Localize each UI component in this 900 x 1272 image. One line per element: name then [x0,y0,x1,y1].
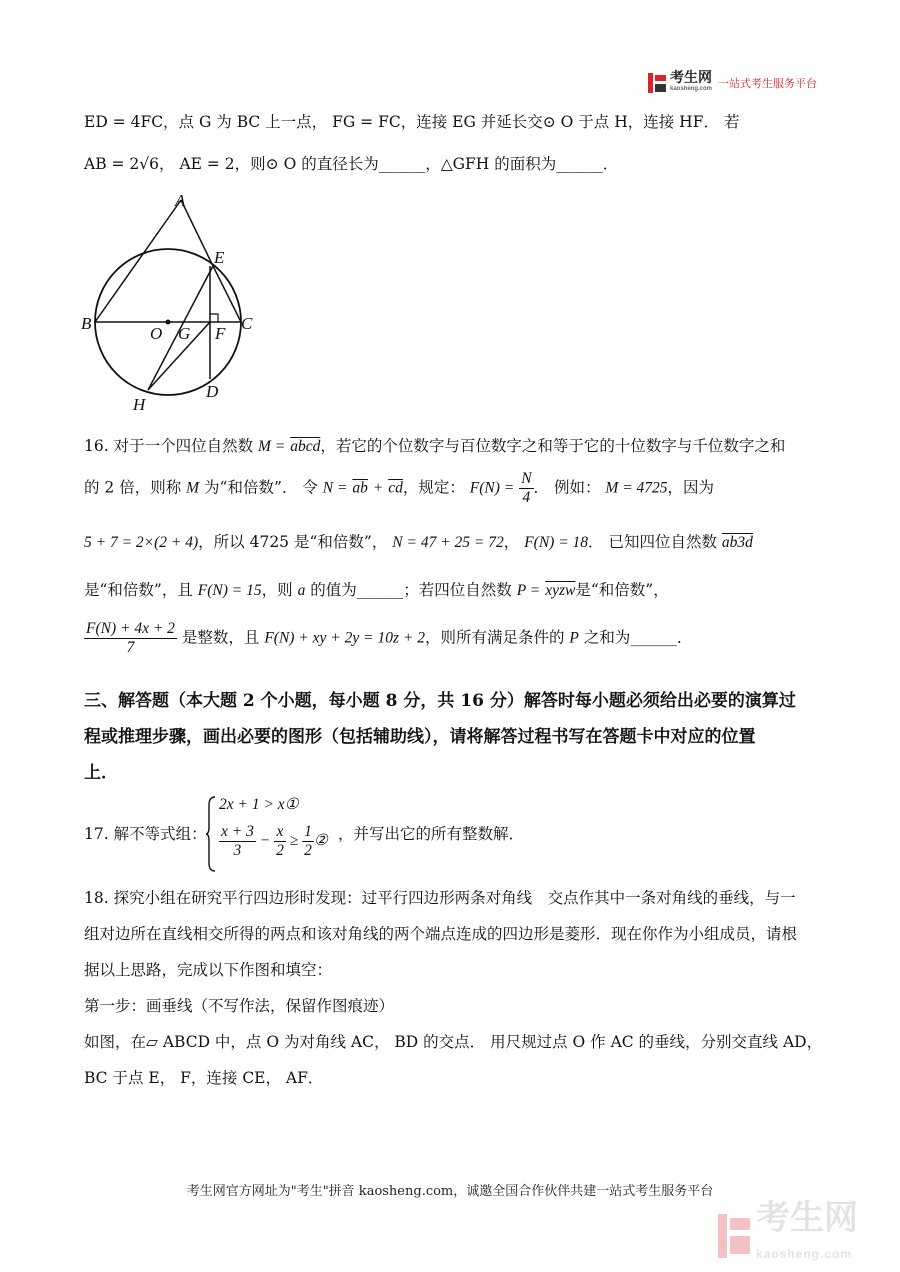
q16-line5: $\frac{F(N) + 4x + 2}{7}$ 是整数，且 F(N) + xy + 2y = 10z + 2，则所有满足条件的 P 之和为______． [86,620,693,656]
q16-line3: 5 + 7 = 2×(2 + 4)，所以 4725 是“和倍数”， N = 47 + 25 = 72， F(N) = 18． 已知四位自然数 ab3d [84,533,753,551]
label-h: H [133,395,146,414]
center-dot [166,320,171,325]
header-slogan: 一站式考生服务平台 [718,78,818,90]
kaosheng-logo-icon [648,73,666,93]
q15-geometry-figure [78,186,268,416]
header-logo [648,70,817,96]
q16-line2: 的 2 倍，则称 M 为“和倍数”． 令 $N = \overline{ab} + \overline{cd}$，规定： F(N) = $\frac{N}{4}$ ． 例如： M = 4725，因为 [84,470,715,506]
q18-line5: 如图，在▱ ABCD 中，点 O 为对角线 AC， BD 的交点． 用尺规过点 O 作 AC 的垂线，分别交直线 AD， [84,1033,823,1051]
watermark-logo-icon [718,1214,750,1258]
label-f: F [215,324,226,343]
label-o: O [150,324,163,343]
fraction-fn-expression: $\frac{F(N) + 4x + 2}{7}$ [86,620,175,656]
q17-tail: ，并写出它的所有整数解． [338,825,525,843]
label-d: D [206,382,219,401]
section3-heading-line1: 三、解答题（本大题 2 个小题，每小题 8 分，共 16 分）解答时每小题必须给出必要的演算过 [84,691,796,711]
q15-line1: ED = 4FC，点 G 为 BC 上一点， FG = FC，连接 EG 并延长交⊙ O 于点 H，连接 HF． 若 [84,113,740,131]
q18-line4: 第一步：画垂线（不写作法，保留作图痕迹） [84,997,395,1015]
q16-line4: 是“和倍数”，且 F(N) = 15，则 a 的值为______；若四位自然数 P = xyzw是“和倍数”， [84,581,669,599]
q15-line2: AB = 2√6， AE = 2，则⊙ O 的直径长为______，△GFH 的面积为______． [84,155,619,173]
q18-line1: 18. 探究小组在研究平行四边形时发现：过平行四边形两条对角线 交点作其中一条对角线的垂线，与一 [84,889,796,907]
left-brace-icon [205,795,217,873]
section3-heading-line3: 上． [84,763,118,783]
label-c: C [241,314,253,333]
label-b: B [81,314,92,333]
q17-label: 17. 解不等式组： [84,825,207,843]
label-a: A [175,191,186,210]
logo-name: 考生网 kaosheng.com [670,69,713,92]
fraction-n-over-4: $\frac{N}{4}$ [521,470,532,506]
q18-line6: BC 于点 E， F，连接 CE， AF． [84,1069,324,1087]
q17-eq2: $\frac{x + 3}{3}$ − $\frac{x}{2}$ ≥ $\frac{1}{2}$ ② [221,823,328,859]
section3-heading-line2: 程或推理步骤，画出必要的图形（包括辅助线），请将解答过程书写在答题卡中对应的位置 [84,727,756,747]
watermark-text: 考生网 kaosheng.com [756,1199,858,1261]
footer-text: 考生网官方网址为"考生"拼音 kaosheng.com，诚邀全国合作伙伴共建一站式考生服务平台 [186,1184,714,1199]
watermark [718,1200,858,1272]
label-e: E [214,248,225,267]
segment-ab [95,200,181,322]
segment-ae [181,200,213,266]
q17-eq1: 2x + 1 > x① [219,796,299,813]
q18-line2: 组对边所在直线相交所得的两点和该对角线的两个端点连成的四边形是菱形．现在你作为小组成员，请根 [84,925,798,943]
q16-line1: 16. 对于一个四位自然数 M = abcd，若它的个位数字与百位数字之和等于它的十位数字与千位数字之和 [84,437,786,455]
label-g: G [178,324,191,343]
q18-line3: 据以上思路，完成以下作图和填空： [84,961,333,979]
right-angle-mark [210,314,218,322]
